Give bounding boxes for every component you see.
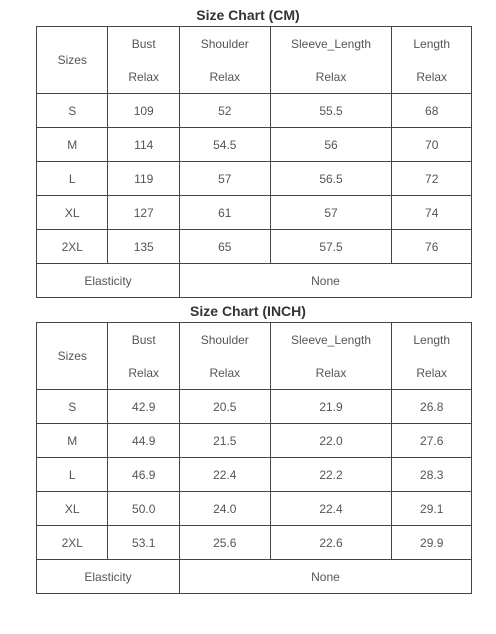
size-chart-inch-title: Size Chart (INCH) bbox=[190, 303, 306, 319]
size-cell: 2XL bbox=[37, 230, 108, 264]
table-row bbox=[37, 230, 472, 264]
sleeve-length-cell: 56.5 bbox=[270, 162, 392, 196]
shoulder-cell: 25.6 bbox=[179, 526, 270, 560]
bust-cell: 135 bbox=[108, 230, 179, 264]
sleeve-length-cell: 56 bbox=[270, 128, 392, 162]
shoulder-cell: 52 bbox=[179, 94, 270, 128]
shoulder-cell: 21.5 bbox=[179, 424, 270, 458]
sizes-header-cell: Sizes bbox=[37, 27, 108, 94]
length-cell: 29.1 bbox=[392, 492, 472, 526]
size-cell: L bbox=[37, 458, 108, 492]
header-shoulder: Shoulder bbox=[179, 27, 270, 61]
sleeve-length-cell: 57 bbox=[270, 196, 392, 230]
bust-cell: 46.9 bbox=[108, 458, 179, 492]
length-cell: 29.9 bbox=[392, 526, 472, 560]
header-length: Length bbox=[392, 323, 472, 357]
sleeve-length-cell: 22.0 bbox=[270, 424, 392, 458]
shoulder-cell: 22.4 bbox=[179, 458, 270, 492]
subheader-bust: Relax bbox=[108, 356, 179, 390]
header-row bbox=[37, 27, 472, 61]
sleeve-length-cell: 22.2 bbox=[270, 458, 392, 492]
table-row bbox=[37, 128, 472, 162]
header-bust: Bust bbox=[108, 323, 179, 357]
length-cell: 28.3 bbox=[392, 458, 472, 492]
shoulder-cell: 54.5 bbox=[179, 128, 270, 162]
table-row bbox=[37, 458, 472, 492]
size-chart-cm-title: Size Chart (CM) bbox=[196, 7, 300, 23]
subheader-bust: Relax bbox=[108, 60, 179, 94]
elasticity-value: None bbox=[179, 560, 471, 594]
bust-cell: 44.9 bbox=[108, 424, 179, 458]
shoulder-cell: 65 bbox=[179, 230, 270, 264]
size-cell: S bbox=[37, 390, 108, 424]
sleeve-length-cell: 22.6 bbox=[270, 526, 392, 560]
bust-cell: 53.1 bbox=[108, 526, 179, 560]
length-cell: 27.6 bbox=[392, 424, 472, 458]
header-length: Length bbox=[392, 27, 472, 61]
length-cell: 70 bbox=[392, 128, 472, 162]
subheader-shoulder: Relax bbox=[179, 356, 270, 390]
length-cell: 68 bbox=[392, 94, 472, 128]
table-row bbox=[37, 492, 472, 526]
table-row bbox=[37, 162, 472, 196]
length-cell: 26.8 bbox=[392, 390, 472, 424]
size-cell: L bbox=[37, 162, 108, 196]
subheader-length: Relax bbox=[392, 60, 472, 94]
sleeve-length-cell: 21.9 bbox=[270, 390, 392, 424]
sizes-header-cell: Sizes bbox=[37, 323, 108, 390]
elasticity-value: None bbox=[179, 264, 471, 298]
bust-cell: 109 bbox=[108, 94, 179, 128]
header-sleeve-length: Sleeve_Length bbox=[270, 323, 392, 357]
size-chart-inch-table bbox=[36, 322, 472, 594]
sleeve-length-cell: 55.5 bbox=[270, 94, 392, 128]
size-cell: M bbox=[37, 128, 108, 162]
size-cell: XL bbox=[37, 492, 108, 526]
sleeve-length-cell: 57.5 bbox=[270, 230, 392, 264]
shoulder-cell: 20.5 bbox=[179, 390, 270, 424]
subheader-sleeve-length: Relax bbox=[270, 60, 392, 94]
table-row bbox=[37, 390, 472, 424]
table-row bbox=[37, 94, 472, 128]
length-cell: 76 bbox=[392, 230, 472, 264]
size-cell: XL bbox=[37, 196, 108, 230]
size-chart-cm-table bbox=[36, 26, 472, 298]
table-row bbox=[37, 424, 472, 458]
header-shoulder: Shoulder bbox=[179, 323, 270, 357]
shoulder-cell: 61 bbox=[179, 196, 270, 230]
length-cell: 74 bbox=[392, 196, 472, 230]
table-row bbox=[37, 526, 472, 560]
table-row bbox=[37, 196, 472, 230]
bust-cell: 50.0 bbox=[108, 492, 179, 526]
elasticity-row bbox=[37, 560, 472, 594]
length-cell: 72 bbox=[392, 162, 472, 196]
size-cell: 2XL bbox=[37, 526, 108, 560]
subheader-length: Relax bbox=[392, 356, 472, 390]
header-row bbox=[37, 323, 472, 357]
elasticity-row bbox=[37, 264, 472, 298]
subheader-sleeve-length: Relax bbox=[270, 356, 392, 390]
bust-cell: 114 bbox=[108, 128, 179, 162]
size-cell: M bbox=[37, 424, 108, 458]
shoulder-cell: 57 bbox=[179, 162, 270, 196]
subheader-shoulder: Relax bbox=[179, 60, 270, 94]
header-bust: Bust bbox=[108, 27, 179, 61]
header-sleeve-length: Sleeve_Length bbox=[270, 27, 392, 61]
sleeve-length-cell: 22.4 bbox=[270, 492, 392, 526]
bust-cell: 42.9 bbox=[108, 390, 179, 424]
shoulder-cell: 24.0 bbox=[179, 492, 270, 526]
size-cell: S bbox=[37, 94, 108, 128]
bust-cell: 127 bbox=[108, 196, 179, 230]
elasticity-label: Elasticity bbox=[37, 264, 180, 298]
bust-cell: 119 bbox=[108, 162, 179, 196]
elasticity-label: Elasticity bbox=[37, 560, 180, 594]
